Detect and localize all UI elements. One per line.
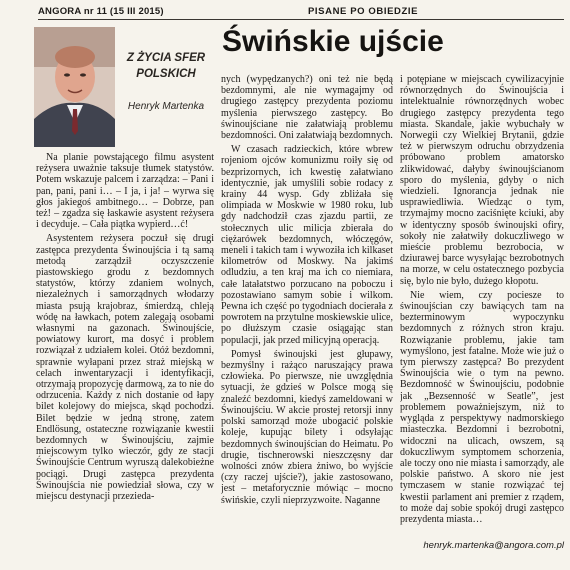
section-title: PISANE PO OBIEDZIE <box>308 6 419 17</box>
article-column-3 <box>400 74 564 540</box>
paragraph: Asystentem reżysera poczuł się drugi zastępca prezydenta Świnoujścia i tą samą metodą zarządził oczyszczenie piastowskiego grodu z bezdomnych statystów, którzy zdaniem wolnych, niezależnych i samorządnych włodarzy miasta psują krajobraz, śmierdzą, chleją wódę na ławkach, potem zalegają osobami własnymi na gazonach. Świnoujście, powiatowy kurort, ma dosyć i problem rozwiązał z udziałem kolei. Otóż bezdomni, sprawnie wyłapani przez straż miejską w celach inwentaryzacji i identyfikacji, otrzymają propozycję darmową, za to nie do odrzucenia. Każdy z nich dostanie od łapy bilet kolejowy do miejsca, skąd pochodzi. Bilet będzie w jedną stronę, zatem Endlösung, ostateczne rozwiązanie kwestii bezdomnych w Świnoujściu, zajmie miejscowym tylko wieczór, gdy ze stacji Świnoujście Centrum wyruszą dalekobieżne pociągi. Drugi zastępca prezydenta Świnoujścia nie powiedział słowa, czy w miejscu destynacji przezieda- <box>36 233 214 503</box>
paragraph: Pomysł świnoujski jest głupawy, bezmyślny i rażąco naruszający prawa człowieka. Po pierwsze, nie uwzględnia sytuacji, że gdzieś w Polsce mogą się znaleźć bezdomni, kiedyś zameldowani w Świnoujściu. W akcie prostej retorsji inny polski samorząd może ubogacić polskie koleje, kupując bilety i odsyłając bezdomnych świnoujścian do Heimatu. Po drugie, tischnerowski nieszczęsny dar wolności znów zbiera żniwo, bo wyjście (czy raczej ujście?), jakie zastosowano, jest – metaforycznie mówiąc – mocno świńskie, czyli nieprzyzwoite. Naganne <box>221 348 393 506</box>
paragraph: nych (wypędzanych?) oni też nie będą bezdomnymi, ale nie wymagajmy od drugiego zastępcy prezydenta poziomu myślenia pierwszego zastępcy. Bo świnoujściane nie załatwiają problemu bezdomności. Oni załatwiają bezdomnych. <box>221 74 393 142</box>
paragraph: i potępiane w miejscach cywilizacyjnie równorzędnych do Świnoujścia i intelektualnie równorzędnych wobec drugiego zastępcy prezydenta tego miasta. Skandale, jakie wybuchały w Norwegii czy Wielkiej Brytanii, gdzie też w pierwszym odruchu obrzydzenia próbowano problem amatorsko zlikwidować, dałyby świnoujścianom sporo do myślenia, gdyby o nich wiedzieli. Ignorancja jednak nie usprawiedliwia. Wiedząc o tym, trzymajmy mocno zaciśnięte kciuki, aby w identyczny sposób świnoujski ofiry, sokoły nie załatwiły dokuczliwego w mieście problemu bezrobocia, w dziurawej barce wysyłając bezrobotnych na morze, w celu ostatecznego pozbycia się, bylo nie było, dużego kłopotu. <box>400 74 564 287</box>
paragraph: Nie wiem, czy pociesze to świnoujścian czy bawiących tam na bezterminowym wypoczynku bezdomnych z różnych stron kraju. Rozwiązanie problemu, jakie tam wymyślono, jest fatalne. Może wie już o tym pierwszy zastępca? Bo prezydent Świnoujścia wie o tym na pewno. Bezdomność w Świnoujściu, podobnie jak „Bezsenność w Seatle”, jest problemem poważniejszym, niż to wygląda z perspektywy nadmorskiego miasteczka. Bezdomni i bezrobotni, widoczni na ulicach, owszem, są dokuczliwym symptomem schorzenia, ale toczy ono nie miasta i samorządy, ale polskie państwo. A skoro nie jest tymczasem w stanie rozwiązać tej kwestii parlament ani premier z rządem, to może daj sobie spokój drugi zastępco prezydenta miasta… <box>400 289 564 525</box>
author-photo <box>34 27 115 147</box>
paragraph: Na planie powstającego filmu asystent reżysera uważnie taksuje tłumek statystów. Potem wskazuje palcem i zarządza: – Pani i pan, pani, pani i… – I ja, i ja! – wyrwa się głos jakiegoś ambitnego… – Dobrze, pan też! – zgadza się łaskawie asystent reżysera i decyduje. – Cała piątka wypierd…ć! <box>36 152 214 231</box>
author-portrait-image <box>34 27 115 147</box>
column-title: Z ŻYCIA SFER POLSKICH <box>126 52 206 80</box>
header-rule <box>38 19 564 20</box>
author-email: henryk.martenka@angora.com.pl <box>423 540 564 551</box>
author-name: Henryk Martenka <box>127 101 205 112</box>
page-header <box>38 5 564 19</box>
article-headline: Świńskie ujście <box>222 25 444 58</box>
article-column-1 <box>36 152 214 564</box>
article-column-2 <box>221 74 393 564</box>
issue-label: ANGORA nr 11 (15 III 2015) <box>38 6 164 17</box>
paragraph: W czasach radzieckich, które wbrew rojeniom ojców komunizmu roiły się od bezprizornych, ich kwestię załatwiano identycznie, jak umyślili sobie rodacy z krainy 44 wysp. Gdy zbliżała się olimpiada w Moskwie w 1980 roku, lub gdy nadchodził czas zjazdu partii, ze stołecznych ulic milicja zbierała do ciężarówek bezdomnych, włóczęgów, meneli i takich tam i wywoziła ich kilkaset kilometrów od Moskwy. Na jakimś odludziu, a ten kraj ma ich co niemiara, całe latałatstwo porzucano na poboczu i pozostawiano samym sobie i wilkom. Pewna ich część po tygodniach docierała z powrotem na przytulne moskiewskie ulice, po dłuższym czasie osiągając stan populacji, jak przed milicyjną operacją. <box>221 144 393 346</box>
